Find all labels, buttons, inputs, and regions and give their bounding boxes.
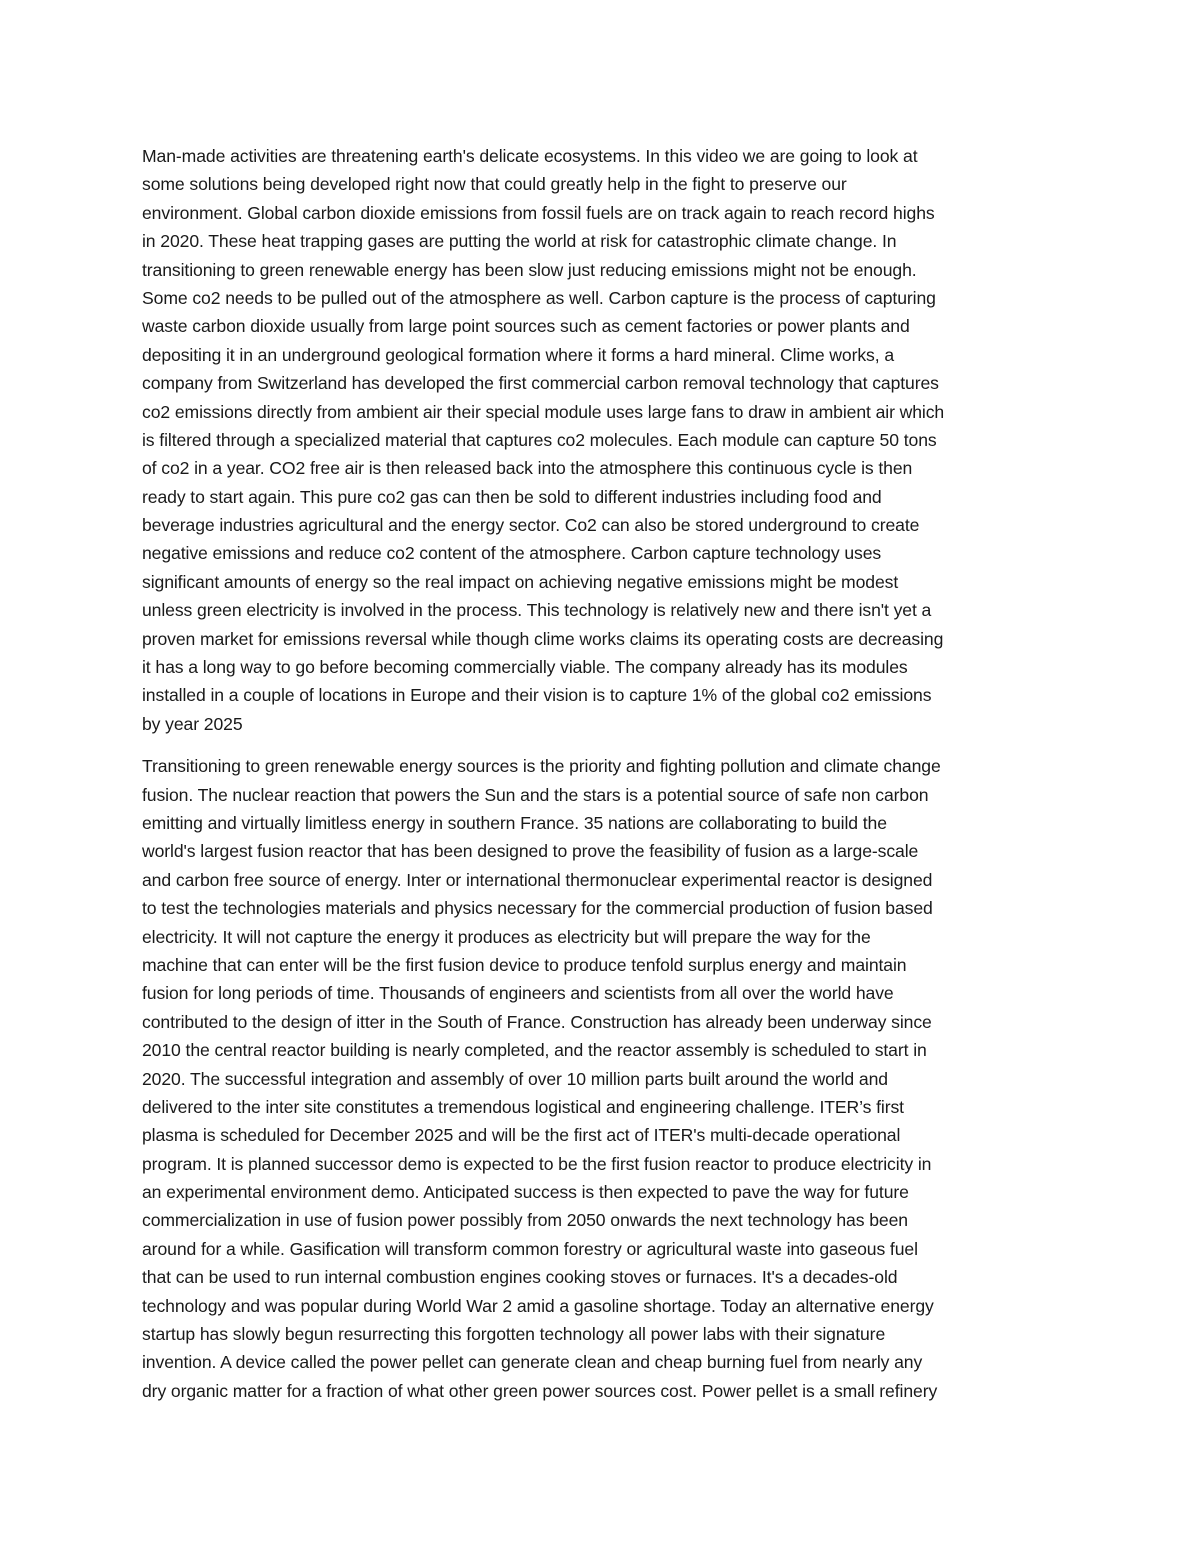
text-line: in 2020. These heat trapping gases are putting the world at risk for catastrophic climate change. In bbox=[142, 231, 897, 252]
text-line: that can be used to run internal combustion engines cooking stoves or furnaces. It's a decades-old bbox=[142, 1267, 898, 1288]
text-line: and carbon free source of energy. Inter or international thermonuclear experimental reactor is designed bbox=[142, 869, 933, 890]
text-line: negative emissions and reduce co2 content of the atmosphere. Carbon capture technology uses bbox=[142, 543, 882, 564]
text-line: technology and was popular during World War 2 amid a gasoline shortage. Today an alternative energy bbox=[142, 1295, 934, 1316]
paragraph bbox=[142, 142, 1062, 738]
text-line: delivered to the inter site constitutes a tremendous logistical and engineering challenge. ITER’s first bbox=[142, 1096, 904, 1117]
text-line: it has a long way to go before becoming commercially viable. The company already has its modules bbox=[142, 657, 908, 678]
text-line: some solutions being developed right now that could greatly help in the fight to preserve our bbox=[142, 174, 847, 195]
text-line: significant amounts of energy so the real impact on achieving negative emissions might be modest bbox=[142, 571, 899, 592]
paragraph-spacing bbox=[142, 738, 1062, 752]
text-line: by year 2025 bbox=[142, 713, 243, 734]
text-line: around for a while. Gasification will transform common forestry or agricultural waste into gaseous fuel bbox=[142, 1238, 918, 1259]
text-line: waste carbon dioxide usually from large point sources such as cement factories or power plants and bbox=[142, 316, 910, 337]
text-line: Transitioning to green renewable energy sources is the priority and fighting pollution and climate change bbox=[142, 756, 941, 777]
document-body bbox=[142, 142, 1062, 1405]
text-line: program. It is planned successor demo is expected to be the first fusion reactor to produce electricity in bbox=[142, 1153, 932, 1174]
text-line: proven market for emissions reversal while though clime works claims its operating costs are decreasing bbox=[142, 628, 944, 649]
text-line: invention. A device called the power pellet can generate clean and cheap burning fuel from nearly any bbox=[142, 1352, 923, 1373]
text-line: an experimental environment demo. Anticipated success is then expected to pave the way for future bbox=[142, 1182, 909, 1203]
text-line: startup has slowly begun resurrecting this forgotten technology all power labs with their signature bbox=[142, 1324, 886, 1345]
text-line: depositing it in an underground geological formation where it forms a hard mineral. Clime works, a bbox=[142, 344, 894, 365]
text-line: plasma is scheduled for December 2025 and will be the first act of ITER's multi-decade operational bbox=[142, 1125, 901, 1146]
text-line: installed in a couple of locations in Europe and their vision is to capture 1% of the global co2 emissions bbox=[142, 685, 932, 706]
text-line: contributed to the design of itter in the South of France. Construction has already been underway since bbox=[142, 1011, 932, 1032]
text-line: machine that can enter will be the first fusion device to produce tenfold surplus energy and maintain bbox=[142, 954, 907, 975]
text-line: beverage industries agricultural and the energy sector. Co2 can also be stored underground to create bbox=[142, 515, 920, 536]
text-line: Man-made activities are threatening earth's delicate ecosystems. In this video we are going to look at bbox=[142, 146, 918, 166]
text-line: ready to start again. This pure co2 gas can then be sold to different industries including food and bbox=[142, 486, 882, 507]
text-line: electricity. It will not capture the energy it produces as electricity but will prepare the way for the bbox=[142, 926, 871, 947]
text-line: company from Switzerland has developed the first commercial carbon removal technology that captures bbox=[142, 373, 939, 394]
text-line: of co2 in a year. CO2 free air is then released back into the atmosphere this continuous cycle is then bbox=[142, 458, 913, 479]
text-line: fusion for long periods of time. Thousands of engineers and scientists from all over the world have bbox=[142, 983, 894, 1004]
text-line: transitioning to green renewable energy has been slow just reducing emissions might not be enough. bbox=[142, 259, 917, 280]
text-line: environment. Global carbon dioxide emissions from fossil fuels are on track again to reach record highs bbox=[142, 202, 935, 223]
text-line: world's largest fusion reactor that has been designed to prove the feasibility of fusion as a large-scale bbox=[142, 841, 919, 862]
text-line: emitting and virtually limitless energy in southern France. 35 nations are collaborating to build the bbox=[142, 812, 887, 833]
text-line: is filtered through a specialized material that captures co2 molecules. Each module can capture 50 tons bbox=[142, 429, 937, 450]
text-line: commercialization in use of fusion power possibly from 2050 onwards the next technology has been bbox=[142, 1210, 908, 1231]
text-line: Some co2 needs to be pulled out of the atmosphere as well. Carbon capture is the process of capturing bbox=[142, 287, 936, 308]
text-line: 2020. The successful integration and assembly of over 10 million parts built around the world and bbox=[142, 1068, 888, 1089]
text-line: to test the technologies materials and physics necessary for the commercial production of fusion based bbox=[142, 898, 933, 919]
text-line: 2010 the central reactor building is nearly completed, and the reactor assembly is scheduled to start in bbox=[142, 1040, 927, 1061]
text-line: dry organic matter for a fraction of what other green power sources cost. Power pellet is a small refinery bbox=[142, 1380, 938, 1401]
text-line: unless green electricity is involved in the process. This technology is relatively new and there isn't yet a bbox=[142, 600, 932, 621]
text-line: fusion. The nuclear reaction that powers the Sun and the stars is a potential source of safe non carbon bbox=[142, 784, 929, 805]
text-line: co2 emissions directly from ambient air their special module uses large fans to draw in ambient air which bbox=[142, 401, 945, 422]
paragraph bbox=[142, 752, 1062, 1405]
